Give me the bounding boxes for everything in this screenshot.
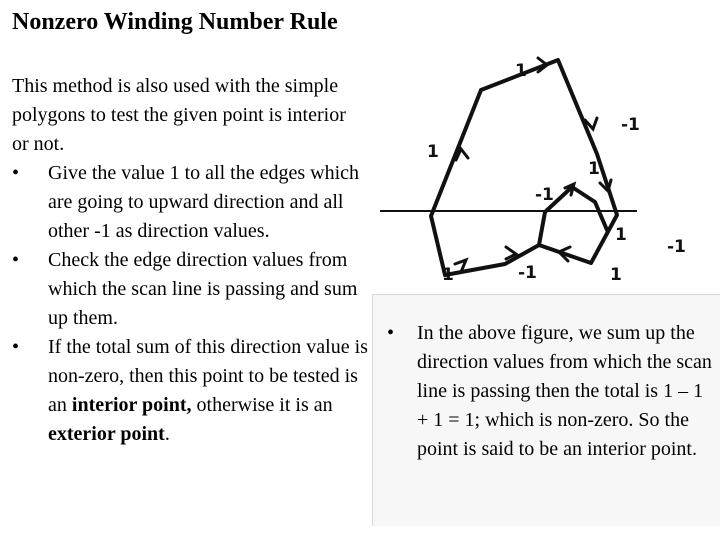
edge-label: -1 [518, 263, 537, 283]
edge-label: 1 [442, 265, 454, 285]
edge-label: -1 [621, 115, 640, 135]
bullet-list [12, 159, 372, 449]
explanation-item [387, 319, 717, 464]
winding-polygon-figure [375, 40, 695, 290]
bullet-marker: • [12, 336, 20, 358]
bullet-marker: • [387, 322, 395, 344]
bullet-item [12, 333, 372, 449]
edge-label: 1 [615, 225, 627, 245]
slide-title: Nonzero Winding Number Rule [12, 9, 338, 35]
edge-label: -1 [535, 185, 554, 205]
intro-paragraph: This method is also used with the simple polygons to test the given point is interior or not. [12, 75, 346, 155]
edge-label: 1 [515, 61, 527, 81]
bullet-item [12, 246, 372, 333]
bullet-marker: • [12, 249, 20, 271]
edge-label: -1 [667, 237, 686, 257]
explanation-list [387, 319, 717, 464]
bullet-text: If the total sum of this direction value is non-zero, then this point to be tested is an interior point, otherwise it is an exterior point. [48, 336, 368, 445]
edge-label: 1 [610, 265, 622, 285]
bullet-marker: • [12, 162, 20, 184]
interior-point-term: interior point, [71, 394, 192, 416]
edge-label: 1 [588, 159, 600, 179]
explanation-text: In the above figure, we sum up the direction values from which the scan line is passing then the total is 1 – 1 + 1 = 1; which is non-zero. So the point is said to be an interior point. [417, 322, 712, 460]
bullet-text: Give the value 1 to all the edges which are going to upward direction and all other -1 as direction values. [48, 162, 360, 242]
bullet-text: Check the edge direction values from which the scan line is passing and sum up them. [48, 249, 358, 329]
exterior-point-term: exterior point [48, 423, 165, 445]
figure-explanation-box [372, 294, 720, 526]
bullet-item [12, 159, 372, 246]
edge-label: 1 [427, 142, 439, 162]
